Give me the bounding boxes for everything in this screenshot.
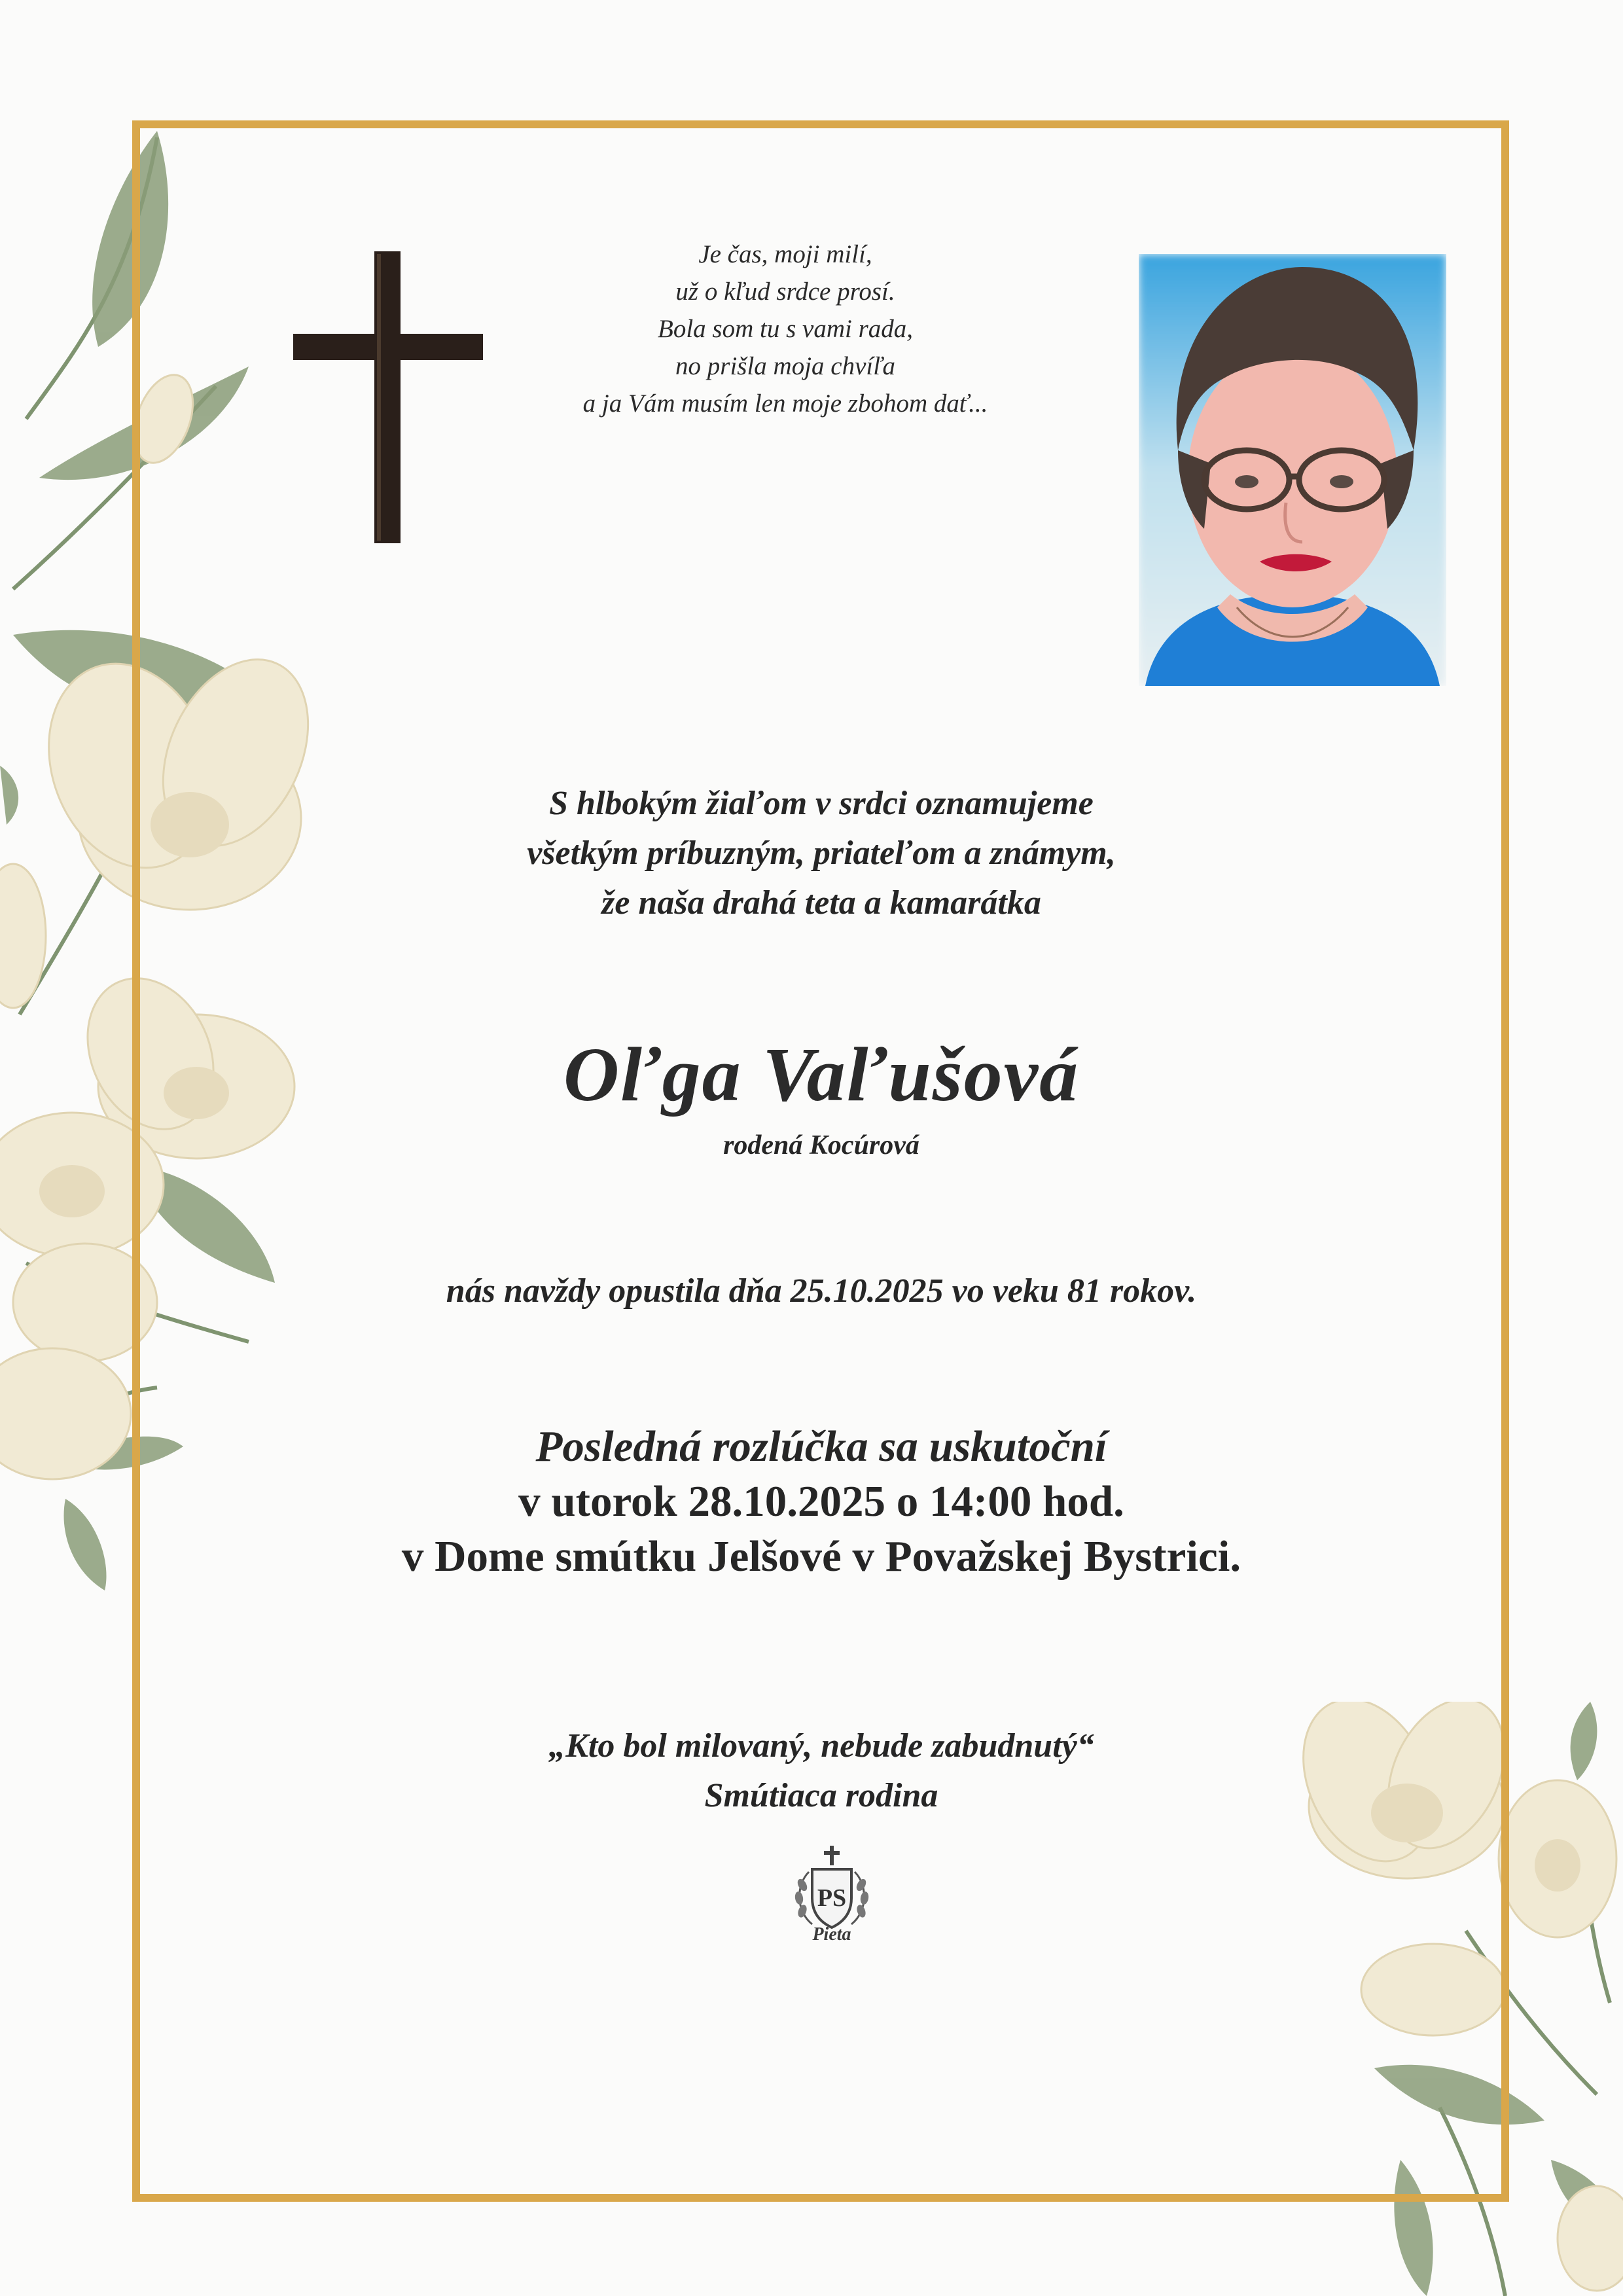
closing-section xyxy=(157,1721,1486,1821)
funeral-line: v Dome smútku Jelšové v Považskej Bystrici. xyxy=(401,1532,1241,1581)
poem-line: Bola som tu s vami rada, xyxy=(658,315,913,343)
funeral-line: v utorok 28.10.2025 o 14:00 hod. xyxy=(518,1477,1124,1526)
announcement-text xyxy=(157,779,1486,928)
announcement-line: že naša drahá teta a kamarátka xyxy=(601,884,1041,922)
family-signature: Smútiaca rodina xyxy=(704,1777,938,1814)
funeral-line: Posledná rozlúčka sa uskutoční xyxy=(535,1422,1107,1471)
poem-line: už o kľud srdce prosí. xyxy=(675,278,895,306)
latin-cross-icon xyxy=(293,251,483,543)
logo-monogram: PS xyxy=(817,1884,847,1912)
poem-line: a ja Vám musím len moje zbohom dať... xyxy=(582,389,988,418)
death-notice: nás navždy opustila dňa 25.10.2025 vo veku 81 rokov. xyxy=(446,1272,1197,1310)
poem-line: Je čas, moji milí, xyxy=(698,240,872,268)
announcement-line: všetkým príbuzným, priateľom a známym, xyxy=(527,834,1116,872)
poem-line: no prišla moja chvíľa xyxy=(675,352,895,380)
maiden-name: rodená Kocúrová xyxy=(723,1130,919,1160)
logo-caption: Pieta xyxy=(812,1924,851,1945)
funeral-details xyxy=(157,1419,1486,1584)
deceased-portrait-photo xyxy=(1139,254,1446,686)
closing-quote: „Kto bol milovaný, nebude zabudnutý“ xyxy=(548,1727,1094,1765)
announcement-line: S hlbokým žiaľom v srdci oznamujeme xyxy=(549,785,1094,822)
memorial-poem xyxy=(458,236,1113,422)
deceased-name: Oľga Vaľušová xyxy=(563,1031,1080,1117)
